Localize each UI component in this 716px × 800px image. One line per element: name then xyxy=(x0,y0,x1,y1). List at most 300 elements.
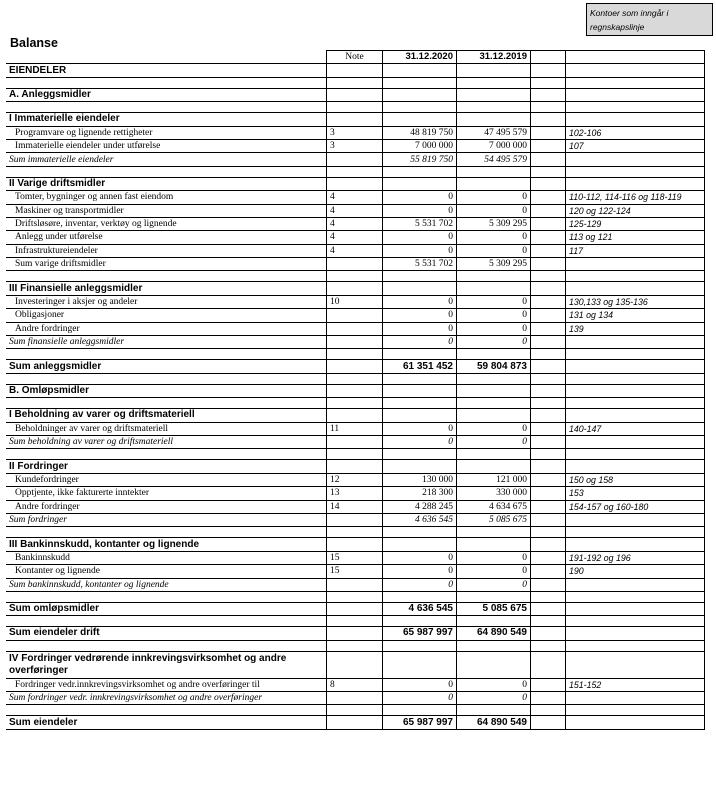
spacer-cell xyxy=(531,204,566,217)
row-label: Sum finansielle anleggsmidler xyxy=(6,336,327,349)
value-2020: 0 xyxy=(383,678,457,691)
table-row xyxy=(6,139,705,152)
value-2020 xyxy=(383,64,457,77)
table-row xyxy=(6,591,705,602)
table-row xyxy=(6,651,705,678)
table-row xyxy=(6,409,705,422)
table-row xyxy=(6,538,705,551)
value-2020: 0 xyxy=(383,551,457,564)
header-label-cell xyxy=(6,51,327,64)
table-row xyxy=(6,295,705,308)
value-2019 xyxy=(457,705,531,716)
value-2020: 4 288 245 xyxy=(383,500,457,513)
row-label: Sum immaterielle eiendeler xyxy=(6,153,327,166)
spacer-cell xyxy=(531,616,566,627)
row-note xyxy=(327,360,383,373)
row-label: Beholdninger av varer og driftsmateriell xyxy=(6,422,327,435)
value-2019: 54 495 579 xyxy=(457,153,531,166)
value-2020: 5 531 702 xyxy=(383,258,457,271)
value-2019: 330 000 xyxy=(457,487,531,500)
spacer-cell xyxy=(531,309,566,322)
account-range: 102-106 xyxy=(566,126,705,139)
account-range xyxy=(566,692,705,705)
value-2019: 0 xyxy=(457,435,531,448)
table-row xyxy=(6,77,705,88)
table-row xyxy=(6,113,705,126)
table-row xyxy=(6,602,705,615)
spacer-cell xyxy=(531,244,566,257)
table-row xyxy=(6,258,705,271)
value-2020 xyxy=(383,591,457,602)
account-range xyxy=(566,602,705,615)
value-2020: 0 xyxy=(383,244,457,257)
value-2020: 0 xyxy=(383,322,457,335)
account-column-header: Kontoer som inngår i regnskapslinje xyxy=(586,3,713,36)
value-2020: 0 xyxy=(383,422,457,435)
row-label: Infrastruktureiendeler xyxy=(6,244,327,257)
value-2020: 0 xyxy=(383,231,457,244)
value-2020: 0 xyxy=(383,435,457,448)
value-2019: 0 xyxy=(457,336,531,349)
spacer-cell xyxy=(531,102,566,113)
row-note xyxy=(327,398,383,409)
row-label: II Varige driftsmidler xyxy=(6,177,327,190)
row-label xyxy=(6,166,327,177)
table-row xyxy=(6,578,705,591)
spacer-cell xyxy=(531,349,566,360)
value-2020 xyxy=(383,384,457,397)
value-2019 xyxy=(457,640,531,651)
value-2019: 0 xyxy=(457,565,531,578)
table-row xyxy=(6,435,705,448)
row-label xyxy=(6,271,327,282)
spacer-cell xyxy=(531,591,566,602)
row-note xyxy=(327,409,383,422)
value-2020: 55 819 750 xyxy=(383,153,457,166)
row-note xyxy=(327,627,383,640)
row-label: I Beholdning av varer og driftsmateriell xyxy=(6,409,327,422)
table-row xyxy=(6,527,705,538)
spacer-cell xyxy=(531,322,566,335)
row-label: III Bankinnskudd, kontanter og lignende xyxy=(6,538,327,551)
account-range xyxy=(566,88,705,101)
row-note xyxy=(327,349,383,360)
account-range xyxy=(566,527,705,538)
value-2020: 0 xyxy=(383,295,457,308)
row-note xyxy=(327,651,383,678)
value-2019 xyxy=(457,113,531,126)
row-label xyxy=(6,640,327,651)
header-note: Note xyxy=(327,51,383,64)
row-label: Sum varige driftsmidler xyxy=(6,258,327,271)
spacer-cell xyxy=(531,565,566,578)
value-2020: 0 xyxy=(383,191,457,204)
value-2019 xyxy=(457,616,531,627)
account-range xyxy=(566,113,705,126)
row-note xyxy=(327,705,383,716)
row-note: 15 xyxy=(327,551,383,564)
page-title: Balanse xyxy=(10,36,58,50)
account-range: 120 og 122-124 xyxy=(566,204,705,217)
table-row xyxy=(6,102,705,113)
value-2019: 7 000 000 xyxy=(457,139,531,152)
row-note xyxy=(327,166,383,177)
row-label xyxy=(6,398,327,409)
account-range xyxy=(566,258,705,271)
row-note xyxy=(327,309,383,322)
table-row xyxy=(6,204,705,217)
table-row xyxy=(6,282,705,295)
row-label xyxy=(6,373,327,384)
value-2020: 48 819 750 xyxy=(383,126,457,139)
value-2019: 0 xyxy=(457,204,531,217)
row-note xyxy=(327,716,383,729)
row-note: 10 xyxy=(327,295,383,308)
value-2019: 5 309 295 xyxy=(457,258,531,271)
table-row xyxy=(6,244,705,257)
spacer-cell xyxy=(531,217,566,230)
table-row xyxy=(6,217,705,230)
account-range xyxy=(566,336,705,349)
account-range: 153 xyxy=(566,487,705,500)
value-2019 xyxy=(457,282,531,295)
value-2019: 64 890 549 xyxy=(457,716,531,729)
row-label: Sum anleggsmidler xyxy=(6,360,327,373)
value-2019 xyxy=(457,271,531,282)
value-2020 xyxy=(383,398,457,409)
table-row xyxy=(6,678,705,691)
row-label: Opptjente, ikke fakturerte inntekter xyxy=(6,487,327,500)
table-row xyxy=(6,166,705,177)
row-note xyxy=(327,602,383,615)
spacer-cell xyxy=(531,373,566,384)
table-row xyxy=(6,398,705,409)
value-2020 xyxy=(383,282,457,295)
value-2020 xyxy=(383,460,457,473)
row-note xyxy=(327,177,383,190)
value-2020 xyxy=(383,102,457,113)
table-row xyxy=(6,336,705,349)
row-note: 4 xyxy=(327,244,383,257)
spacer-cell xyxy=(531,295,566,308)
row-note: 4 xyxy=(327,204,383,217)
row-label xyxy=(6,527,327,538)
row-note xyxy=(327,527,383,538)
table-row xyxy=(6,473,705,486)
spacer-cell xyxy=(531,527,566,538)
spacer-cell xyxy=(531,460,566,473)
spacer-cell xyxy=(531,231,566,244)
row-label: Sum omløpsmidler xyxy=(6,602,327,615)
row-note xyxy=(327,271,383,282)
spacer-cell xyxy=(531,538,566,551)
table-row xyxy=(6,513,705,526)
spacer-cell xyxy=(531,602,566,615)
spacer-cell xyxy=(531,435,566,448)
account-range xyxy=(566,271,705,282)
account-range xyxy=(566,705,705,716)
value-2019: 0 xyxy=(457,295,531,308)
table-row xyxy=(6,384,705,397)
value-2019 xyxy=(457,460,531,473)
value-2019: 0 xyxy=(457,191,531,204)
row-label: II Fordringer xyxy=(6,460,327,473)
value-2019: 0 xyxy=(457,231,531,244)
value-2020: 4 636 545 xyxy=(383,602,457,615)
account-range xyxy=(566,373,705,384)
table-row xyxy=(6,705,705,716)
spacer-cell xyxy=(531,487,566,500)
table-row xyxy=(6,153,705,166)
table-header-row xyxy=(6,51,705,64)
spacer-cell xyxy=(531,139,566,152)
account-range: 130,133 og 135-136 xyxy=(566,295,705,308)
value-2020 xyxy=(383,616,457,627)
row-label: Immaterielle eiendeler under utførelse xyxy=(6,139,327,152)
spacer-cell xyxy=(531,271,566,282)
account-range xyxy=(566,102,705,113)
row-label xyxy=(6,349,327,360)
table-row xyxy=(6,500,705,513)
table-row xyxy=(6,271,705,282)
row-label xyxy=(6,102,327,113)
account-range xyxy=(566,398,705,409)
table-row xyxy=(6,692,705,705)
row-label: Kontanter og lignende xyxy=(6,565,327,578)
header-year-2019: 31.12.2019 xyxy=(457,51,531,64)
row-label: Sum beholdning av varer og driftsmateriell xyxy=(6,435,327,448)
table-row xyxy=(6,177,705,190)
row-note: 14 xyxy=(327,500,383,513)
spacer-cell xyxy=(531,578,566,591)
value-2020 xyxy=(383,409,457,422)
row-label: Programvare og lignende rettigheter xyxy=(6,126,327,139)
row-label: Obligasjoner xyxy=(6,309,327,322)
row-note: 3 xyxy=(327,139,383,152)
value-2019 xyxy=(457,449,531,460)
account-range: 154-157 og 160-180 xyxy=(566,500,705,513)
spacer-cell xyxy=(531,473,566,486)
row-note xyxy=(327,336,383,349)
row-note xyxy=(327,102,383,113)
spacer-cell xyxy=(531,88,566,101)
table-row xyxy=(6,460,705,473)
spacer-cell xyxy=(531,551,566,564)
table-row xyxy=(6,487,705,500)
row-label: Kundefordringer xyxy=(6,473,327,486)
value-2020 xyxy=(383,349,457,360)
row-label xyxy=(6,449,327,460)
spacer-cell xyxy=(531,77,566,88)
row-label: Maskiner og transportmidler xyxy=(6,204,327,217)
account-range xyxy=(566,716,705,729)
account-range: 113 og 121 xyxy=(566,231,705,244)
value-2020: 0 xyxy=(383,204,457,217)
account-cell xyxy=(566,51,705,64)
row-note xyxy=(327,435,383,448)
spacer-cell xyxy=(531,384,566,397)
spacer-cell xyxy=(531,651,566,678)
row-label: Investeringer i aksjer og andeler xyxy=(6,295,327,308)
row-label: A. Anleggsmidler xyxy=(6,88,327,101)
row-label: Driftsløsøre, inventar, verktøy og lignende xyxy=(6,217,327,230)
spacer-cell xyxy=(531,177,566,190)
row-label xyxy=(6,591,327,602)
account-range xyxy=(566,591,705,602)
spacer-cell xyxy=(531,500,566,513)
row-note xyxy=(327,460,383,473)
spacer-cell xyxy=(531,409,566,422)
spacer-cell xyxy=(531,692,566,705)
account-range xyxy=(566,513,705,526)
row-label: Sum bankinnskudd, kontanter og lignende xyxy=(6,578,327,591)
spacer-cell xyxy=(531,282,566,295)
account-range: 125-129 xyxy=(566,217,705,230)
table-row xyxy=(6,88,705,101)
account-range: 190 xyxy=(566,565,705,578)
spacer-cell xyxy=(531,640,566,651)
account-range xyxy=(566,651,705,678)
row-label: Sum eiendeler xyxy=(6,716,327,729)
row-note xyxy=(327,513,383,526)
value-2019: 59 804 873 xyxy=(457,360,531,373)
spacer-cell xyxy=(531,258,566,271)
account-range xyxy=(566,409,705,422)
value-2020: 218 300 xyxy=(383,487,457,500)
table-row xyxy=(6,322,705,335)
value-2020 xyxy=(383,77,457,88)
row-note xyxy=(327,153,383,166)
row-note xyxy=(327,113,383,126)
spacer-cell xyxy=(531,336,566,349)
row-label: III Finansielle anleggsmidler xyxy=(6,282,327,295)
value-2019 xyxy=(457,398,531,409)
value-2019 xyxy=(457,77,531,88)
row-label: Sum fordringer vedr. innkrevingsvirksomhet og andre overføringer xyxy=(6,692,327,705)
row-note xyxy=(327,282,383,295)
row-note xyxy=(327,77,383,88)
value-2019 xyxy=(457,102,531,113)
account-range xyxy=(566,449,705,460)
value-2020: 7 000 000 xyxy=(383,139,457,152)
row-label: Andre fordringer xyxy=(6,500,327,513)
table-row xyxy=(6,449,705,460)
account-range: 151-152 xyxy=(566,678,705,691)
value-2020: 5 531 702 xyxy=(383,217,457,230)
row-label: Andre fordringer xyxy=(6,322,327,335)
account-range xyxy=(566,435,705,448)
value-2020: 0 xyxy=(383,578,457,591)
value-2019: 0 xyxy=(457,692,531,705)
spacer-cell xyxy=(531,113,566,126)
table-row xyxy=(6,373,705,384)
value-2020 xyxy=(383,651,457,678)
spacer-cell xyxy=(531,513,566,526)
spacer-cell xyxy=(531,398,566,409)
row-label: Sum fordringer xyxy=(6,513,327,526)
spacer-cell xyxy=(531,191,566,204)
account-range: 150 og 158 xyxy=(566,473,705,486)
value-2019: 0 xyxy=(457,422,531,435)
row-note xyxy=(327,322,383,335)
row-label: Bankinnskudd xyxy=(6,551,327,564)
value-2019: 5 309 295 xyxy=(457,217,531,230)
account-range xyxy=(566,627,705,640)
row-note xyxy=(327,88,383,101)
spacer-cell xyxy=(531,153,566,166)
value-2020: 0 xyxy=(383,309,457,322)
spacer-cell xyxy=(531,449,566,460)
value-2019 xyxy=(457,166,531,177)
account-range: 131 og 134 xyxy=(566,309,705,322)
table-row xyxy=(6,640,705,651)
value-2019: 0 xyxy=(457,578,531,591)
value-2019: 47 495 579 xyxy=(457,126,531,139)
value-2020 xyxy=(383,373,457,384)
account-range: 110-112, 114-116 og 118-119 xyxy=(566,191,705,204)
table-row xyxy=(6,309,705,322)
value-2019 xyxy=(457,373,531,384)
value-2019 xyxy=(457,177,531,190)
value-2019 xyxy=(457,384,531,397)
account-range xyxy=(566,616,705,627)
row-note: 15 xyxy=(327,565,383,578)
spacer-cell xyxy=(531,51,566,64)
row-note: 12 xyxy=(327,473,383,486)
value-2019 xyxy=(457,591,531,602)
table-row xyxy=(6,565,705,578)
value-2020: 4 636 545 xyxy=(383,513,457,526)
account-range xyxy=(566,153,705,166)
value-2020: 0 xyxy=(383,565,457,578)
value-2020 xyxy=(383,88,457,101)
value-2020: 61 351 452 xyxy=(383,360,457,373)
value-2020: 65 987 997 xyxy=(383,716,457,729)
row-note xyxy=(327,578,383,591)
row-note xyxy=(327,640,383,651)
table-row xyxy=(6,422,705,435)
table-row xyxy=(6,616,705,627)
spacer-cell xyxy=(531,126,566,139)
value-2019 xyxy=(457,527,531,538)
value-2019 xyxy=(457,349,531,360)
account-range: 107 xyxy=(566,139,705,152)
value-2020: 0 xyxy=(383,692,457,705)
account-range xyxy=(566,538,705,551)
row-label: Tomter, bygninger og annen fast eiendom xyxy=(6,191,327,204)
row-note xyxy=(327,692,383,705)
value-2019 xyxy=(457,88,531,101)
row-note: 4 xyxy=(327,217,383,230)
row-label: Sum eiendeler drift xyxy=(6,627,327,640)
row-label xyxy=(6,616,327,627)
value-2019 xyxy=(457,64,531,77)
account-range xyxy=(566,77,705,88)
value-2019: 5 085 675 xyxy=(457,513,531,526)
account-range: 140-147 xyxy=(566,422,705,435)
value-2020: 65 987 997 xyxy=(383,627,457,640)
account-range xyxy=(566,578,705,591)
account-range xyxy=(566,349,705,360)
value-2019: 0 xyxy=(457,551,531,564)
account-range xyxy=(566,360,705,373)
spacer-cell xyxy=(531,678,566,691)
spacer-cell xyxy=(531,716,566,729)
value-2020: 130 000 xyxy=(383,473,457,486)
value-2019: 121 000 xyxy=(457,473,531,486)
header-year-2020: 31.12.2020 xyxy=(383,51,457,64)
row-note xyxy=(327,373,383,384)
